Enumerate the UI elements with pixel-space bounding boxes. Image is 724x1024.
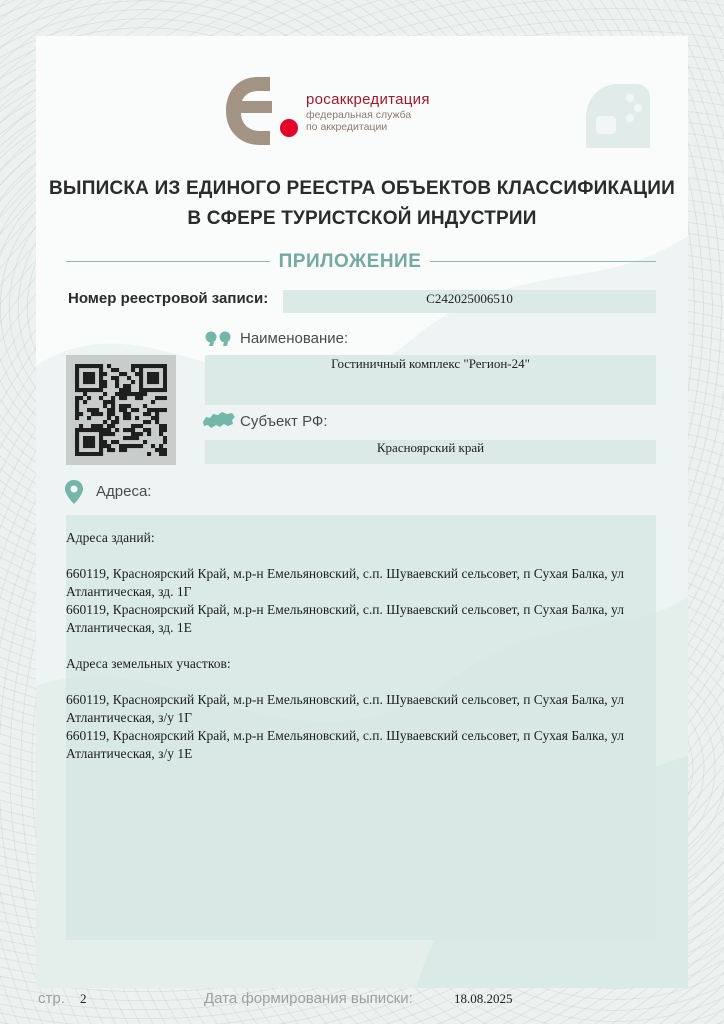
qr-module bbox=[159, 408, 163, 412]
qr-module bbox=[87, 444, 91, 448]
qr-module bbox=[87, 372, 91, 376]
qr-module bbox=[75, 400, 79, 404]
qr-module bbox=[87, 380, 91, 384]
qr-module bbox=[107, 424, 111, 428]
land-heading: Адреса земельных участков: bbox=[66, 656, 231, 671]
qr-module bbox=[83, 364, 87, 368]
qr-module bbox=[143, 364, 147, 368]
qr-module bbox=[75, 408, 79, 412]
qr-module bbox=[99, 440, 103, 444]
qr-module bbox=[127, 444, 131, 448]
qr-module bbox=[107, 408, 111, 412]
qr-module bbox=[135, 424, 139, 428]
qr-module bbox=[123, 392, 127, 396]
region-field bbox=[205, 440, 656, 464]
qr-module bbox=[99, 372, 103, 376]
qr-module bbox=[131, 428, 135, 432]
qr-module bbox=[155, 364, 159, 368]
qr-module bbox=[163, 452, 167, 456]
qr-module bbox=[151, 416, 155, 420]
qr-module bbox=[159, 444, 163, 448]
qr-module bbox=[163, 448, 167, 452]
qr-module bbox=[75, 416, 79, 420]
qr-module bbox=[163, 372, 167, 376]
qr-module bbox=[91, 372, 95, 376]
qr-module bbox=[107, 416, 111, 420]
qr-module bbox=[155, 412, 159, 416]
qr-module bbox=[123, 416, 127, 420]
qr-module bbox=[87, 408, 91, 412]
qr-module bbox=[155, 416, 159, 420]
region-label: Субъект РФ: bbox=[240, 413, 328, 430]
qr-code bbox=[66, 355, 176, 465]
qr-module bbox=[91, 412, 95, 416]
qr-module bbox=[103, 432, 107, 436]
land-address-2: 660119, Красноярский Край, м.р-н Емельяновский, с.п. Шуваевский сельсовет, п Сухая Балка, ул Атлантическая, з/у 1Е bbox=[66, 728, 624, 761]
qr-module bbox=[99, 448, 103, 452]
qr-module bbox=[123, 444, 127, 448]
registry-number-label: Номер реестровой записи: bbox=[68, 290, 269, 307]
qr-module bbox=[131, 392, 135, 396]
qr-module bbox=[95, 408, 99, 412]
qr-module bbox=[75, 428, 79, 432]
qr-module bbox=[155, 448, 159, 452]
qr-module bbox=[119, 408, 123, 412]
qr-module bbox=[115, 376, 119, 380]
date-label: Дата формирования выписки: bbox=[204, 990, 413, 1007]
qr-module bbox=[103, 420, 107, 424]
addresses-text bbox=[66, 529, 646, 763]
qr-module bbox=[75, 396, 79, 400]
qr-module bbox=[159, 448, 163, 452]
qr-module bbox=[163, 396, 167, 400]
qr-module bbox=[139, 380, 143, 384]
qr-module bbox=[115, 380, 119, 384]
qr-module bbox=[147, 364, 151, 368]
qr-module bbox=[103, 400, 107, 404]
section-heading: ПРИЛОЖЕНИЕ bbox=[278, 251, 422, 272]
qr-module bbox=[163, 384, 167, 388]
qr-module bbox=[123, 448, 127, 452]
qr-module bbox=[131, 364, 135, 368]
qr-module bbox=[91, 380, 95, 384]
qr-module bbox=[163, 380, 167, 384]
qr-module bbox=[151, 400, 155, 404]
name-label: Наименование: bbox=[240, 330, 349, 347]
document-title bbox=[36, 174, 688, 234]
qr-module bbox=[139, 432, 143, 436]
qr-module bbox=[99, 452, 103, 456]
qr-module bbox=[131, 368, 135, 372]
qr-module bbox=[79, 396, 83, 400]
qr-module bbox=[91, 444, 95, 448]
qr-module bbox=[131, 436, 135, 440]
qr-module bbox=[159, 396, 163, 400]
qr-module bbox=[139, 376, 143, 380]
qr-module bbox=[147, 432, 151, 436]
qr-module bbox=[95, 388, 99, 392]
registry-number-value: С242025006510 bbox=[426, 291, 513, 306]
qr-module bbox=[151, 380, 155, 384]
qr-module bbox=[115, 416, 119, 420]
qr-module bbox=[111, 400, 115, 404]
qr-module bbox=[99, 380, 103, 384]
qr-module bbox=[75, 364, 79, 368]
qr-module bbox=[99, 388, 103, 392]
qr-module bbox=[163, 428, 167, 432]
qr-module bbox=[127, 388, 131, 392]
qr-module bbox=[111, 376, 115, 380]
qr-module bbox=[75, 368, 79, 372]
qr-module bbox=[119, 404, 123, 408]
qr-module bbox=[155, 396, 159, 400]
qr-module bbox=[103, 440, 107, 444]
qr-module bbox=[123, 404, 127, 408]
qr-module bbox=[131, 444, 135, 448]
qr-module bbox=[163, 408, 167, 412]
qr-module bbox=[99, 368, 103, 372]
qr-module bbox=[111, 404, 115, 408]
brand-name: росаккредитация bbox=[306, 91, 430, 108]
qr-module bbox=[139, 396, 143, 400]
qr-module bbox=[123, 408, 127, 412]
qr-module bbox=[87, 364, 91, 368]
name-field bbox=[205, 355, 656, 405]
qr-module bbox=[83, 444, 87, 448]
qr-module bbox=[87, 452, 91, 456]
qr-module bbox=[83, 428, 87, 432]
qr-module bbox=[131, 380, 135, 384]
land-address-1: 660119, Красноярский Край, м.р-н Емельяновский, с.п. Шуваевский сельсовет, п Сухая Балка, ул Атлантическая, з/у 1Г bbox=[66, 692, 624, 725]
qr-module bbox=[111, 420, 115, 424]
qr-module bbox=[123, 388, 127, 392]
qr-module bbox=[99, 424, 103, 428]
qr-module bbox=[127, 392, 131, 396]
qr-module bbox=[91, 452, 95, 456]
qr-module bbox=[151, 408, 155, 412]
qr-module bbox=[147, 376, 151, 380]
qr-module bbox=[151, 376, 155, 380]
qr-module bbox=[123, 436, 127, 440]
qr-module bbox=[127, 412, 131, 416]
qr-module bbox=[147, 420, 151, 424]
qr-module bbox=[163, 440, 167, 444]
qr-module bbox=[91, 408, 95, 412]
addresses-field bbox=[66, 515, 656, 940]
qr-module bbox=[91, 436, 95, 440]
qr-module bbox=[151, 364, 155, 368]
qr-module bbox=[119, 372, 123, 376]
qr-module bbox=[103, 404, 107, 408]
qr-module bbox=[147, 428, 151, 432]
qr-module bbox=[119, 392, 123, 396]
qr-module bbox=[79, 424, 83, 428]
qr-module bbox=[147, 412, 151, 416]
section-divider-right bbox=[430, 261, 656, 262]
qr-module bbox=[135, 416, 139, 420]
qr-module bbox=[155, 380, 159, 384]
qr-module bbox=[91, 388, 95, 392]
qr-module bbox=[111, 440, 115, 444]
qr-module bbox=[115, 368, 119, 372]
qr-module bbox=[155, 376, 159, 380]
qr-module bbox=[127, 376, 131, 380]
qr-module bbox=[83, 400, 87, 404]
qr-module bbox=[107, 428, 111, 432]
qr-module bbox=[139, 364, 143, 368]
qr-module bbox=[159, 452, 163, 456]
qr-module bbox=[83, 440, 87, 444]
qr-module bbox=[147, 372, 151, 376]
qr-module bbox=[115, 384, 119, 388]
qr-module bbox=[131, 432, 135, 436]
qr-module bbox=[135, 432, 139, 436]
document-title-line-2: В СФЕРЕ ТУРИСТСКОЙ ИНДУСТРИИ bbox=[187, 208, 537, 229]
qr-module bbox=[127, 436, 131, 440]
qr-module bbox=[87, 428, 91, 432]
document-title-line-1: ВЫПИСКА ИЗ ЕДИНОГО РЕЕСТРА ОБЪЕКТОВ КЛАССИФИКАЦИИ bbox=[49, 178, 675, 199]
qr-module bbox=[139, 444, 143, 448]
qr-module bbox=[107, 364, 111, 368]
qr-module bbox=[111, 408, 115, 412]
qr-module bbox=[87, 396, 91, 400]
brand-line-1: федеральная служба bbox=[306, 109, 412, 121]
qr-module bbox=[151, 372, 155, 376]
qr-module bbox=[159, 388, 163, 392]
qr-module bbox=[127, 384, 131, 388]
qr-module bbox=[83, 388, 87, 392]
qr-module bbox=[131, 408, 135, 412]
qr-module bbox=[155, 372, 159, 376]
qr-module bbox=[135, 392, 139, 396]
qr-module bbox=[79, 428, 83, 432]
qr-module bbox=[87, 440, 91, 444]
qr-module bbox=[147, 452, 151, 456]
qr-module bbox=[119, 396, 123, 400]
qr-module bbox=[163, 424, 167, 428]
qr-module bbox=[119, 388, 123, 392]
qr-module bbox=[115, 392, 119, 396]
qr-module bbox=[135, 408, 139, 412]
qr-module bbox=[139, 372, 143, 376]
qr-module bbox=[91, 440, 95, 444]
qr-module bbox=[163, 368, 167, 372]
qr-module bbox=[111, 396, 115, 400]
qr-module bbox=[123, 396, 127, 400]
qr-module bbox=[139, 424, 143, 428]
qr-module bbox=[99, 396, 103, 400]
quote-icon bbox=[205, 331, 233, 347]
date-value: 18.08.2025 bbox=[454, 991, 513, 1006]
qr-module bbox=[159, 428, 163, 432]
qr-module bbox=[119, 444, 123, 448]
watermark-emblem-icon bbox=[578, 78, 658, 158]
qr-module bbox=[75, 388, 79, 392]
qr-module bbox=[83, 392, 87, 396]
name-value: Гостиничный комплекс "Регион-24" bbox=[331, 356, 530, 371]
russia-map-icon bbox=[202, 410, 236, 430]
qr-module bbox=[123, 372, 127, 376]
qr-module bbox=[83, 436, 87, 440]
qr-module bbox=[79, 452, 83, 456]
qr-module bbox=[159, 432, 163, 436]
qr-module bbox=[75, 448, 79, 452]
qr-module bbox=[99, 436, 103, 440]
qr-module bbox=[95, 428, 99, 432]
qr-module bbox=[103, 428, 107, 432]
location-pin-icon bbox=[64, 479, 84, 505]
qr-module bbox=[79, 364, 83, 368]
qr-module bbox=[103, 384, 107, 388]
qr-module bbox=[99, 432, 103, 436]
qr-module bbox=[91, 364, 95, 368]
qr-module bbox=[131, 424, 135, 428]
brand-text bbox=[306, 92, 430, 133]
qr-module bbox=[87, 436, 91, 440]
qr-module bbox=[111, 424, 115, 428]
qr-module bbox=[75, 404, 79, 408]
qr-module bbox=[155, 388, 159, 392]
qr-module bbox=[143, 428, 147, 432]
building-address-2: 660119, Красноярский Край, м.р-н Емельяновский, с.п. Шуваевский сельсовет, п Сухая Балка, ул Атлантическая, зд. 1Е bbox=[66, 602, 624, 635]
page-label: стр. bbox=[38, 990, 65, 1007]
qr-module bbox=[139, 388, 143, 392]
qr-module bbox=[139, 384, 143, 388]
qr-module bbox=[135, 444, 139, 448]
qr-module bbox=[127, 416, 131, 420]
qr-module bbox=[107, 400, 111, 404]
qr-module bbox=[163, 436, 167, 440]
qr-module bbox=[75, 432, 79, 436]
qr-module bbox=[127, 428, 131, 432]
qr-module bbox=[75, 436, 79, 440]
qr-module bbox=[155, 408, 159, 412]
qr-module bbox=[87, 416, 91, 420]
page-number: 2 bbox=[80, 991, 87, 1006]
qr-module bbox=[123, 428, 127, 432]
qr-module bbox=[95, 424, 99, 428]
qr-module bbox=[79, 412, 83, 416]
qr-module bbox=[111, 412, 115, 416]
qr-module bbox=[135, 436, 139, 440]
qr-module bbox=[151, 388, 155, 392]
qr-module bbox=[99, 412, 103, 416]
qr-module bbox=[91, 424, 95, 428]
building-address-1: 660119, Красноярский Край, м.р-н Емельяновский, с.п. Шуваевский сельсовет, п Сухая Балка, ул Атлантическая, зд. 1Г bbox=[66, 566, 624, 599]
qr-module bbox=[91, 376, 95, 380]
qr-module bbox=[99, 364, 103, 368]
qr-module bbox=[111, 368, 115, 372]
qr-module bbox=[103, 380, 107, 384]
qr-module bbox=[91, 428, 95, 432]
qr-module bbox=[115, 428, 119, 432]
registry-number-field bbox=[283, 290, 656, 313]
qr-module bbox=[75, 452, 79, 456]
qr-module bbox=[143, 404, 147, 408]
qr-module bbox=[163, 364, 167, 368]
qr-module bbox=[87, 388, 91, 392]
qr-module bbox=[95, 364, 99, 368]
qr-code-pattern bbox=[75, 364, 167, 456]
qr-module bbox=[83, 380, 87, 384]
qr-module bbox=[151, 444, 155, 448]
section-divider-left bbox=[66, 261, 270, 262]
qr-module bbox=[143, 440, 147, 444]
qr-module bbox=[99, 428, 103, 432]
qr-module bbox=[143, 420, 147, 424]
qr-module bbox=[135, 372, 139, 376]
qr-module bbox=[135, 396, 139, 400]
qr-module bbox=[159, 364, 163, 368]
qr-module bbox=[75, 440, 79, 444]
qr-module bbox=[159, 424, 163, 428]
qr-module bbox=[107, 432, 111, 436]
qr-module bbox=[119, 448, 123, 452]
qr-module bbox=[103, 372, 107, 376]
qr-module bbox=[83, 452, 87, 456]
qr-module bbox=[135, 364, 139, 368]
qr-module bbox=[75, 372, 79, 376]
qr-module bbox=[79, 388, 83, 392]
qr-module bbox=[139, 368, 143, 372]
qr-module bbox=[75, 376, 79, 380]
qr-module bbox=[143, 412, 147, 416]
qr-module bbox=[123, 384, 127, 388]
qr-module bbox=[111, 448, 115, 452]
qr-module bbox=[75, 412, 79, 416]
buildings-heading: Адреса зданий: bbox=[66, 530, 155, 545]
qr-module bbox=[163, 388, 167, 392]
qr-module bbox=[103, 444, 107, 448]
qr-module bbox=[95, 412, 99, 416]
qr-module bbox=[127, 404, 131, 408]
qr-module bbox=[123, 412, 127, 416]
qr-module bbox=[75, 380, 79, 384]
qr-module bbox=[143, 388, 147, 392]
qr-module bbox=[95, 452, 99, 456]
qr-module bbox=[115, 420, 119, 424]
region-value: Красноярский край bbox=[376, 440, 485, 455]
qr-module bbox=[99, 384, 103, 388]
rosaccreditation-logo-icon bbox=[220, 73, 302, 149]
qr-module bbox=[103, 392, 107, 396]
brand-line-2: по аккредитации bbox=[306, 121, 388, 133]
qr-module bbox=[87, 376, 91, 380]
qr-module bbox=[107, 444, 111, 448]
qr-module bbox=[83, 376, 87, 380]
qr-module bbox=[99, 444, 103, 448]
qr-module bbox=[115, 440, 119, 444]
qr-module bbox=[107, 448, 111, 452]
qr-module bbox=[155, 420, 159, 424]
qr-module bbox=[75, 444, 79, 448]
qr-module bbox=[147, 408, 151, 412]
addresses-label: Адреса: bbox=[96, 483, 152, 500]
qr-module bbox=[147, 388, 151, 392]
qr-module bbox=[163, 376, 167, 380]
qr-module bbox=[143, 392, 147, 396]
qr-module bbox=[75, 384, 79, 388]
qr-module bbox=[107, 412, 111, 416]
qr-module bbox=[83, 372, 87, 376]
qr-module bbox=[139, 392, 143, 396]
qr-module bbox=[111, 432, 115, 436]
qr-module bbox=[147, 380, 151, 384]
qr-module bbox=[99, 376, 103, 380]
